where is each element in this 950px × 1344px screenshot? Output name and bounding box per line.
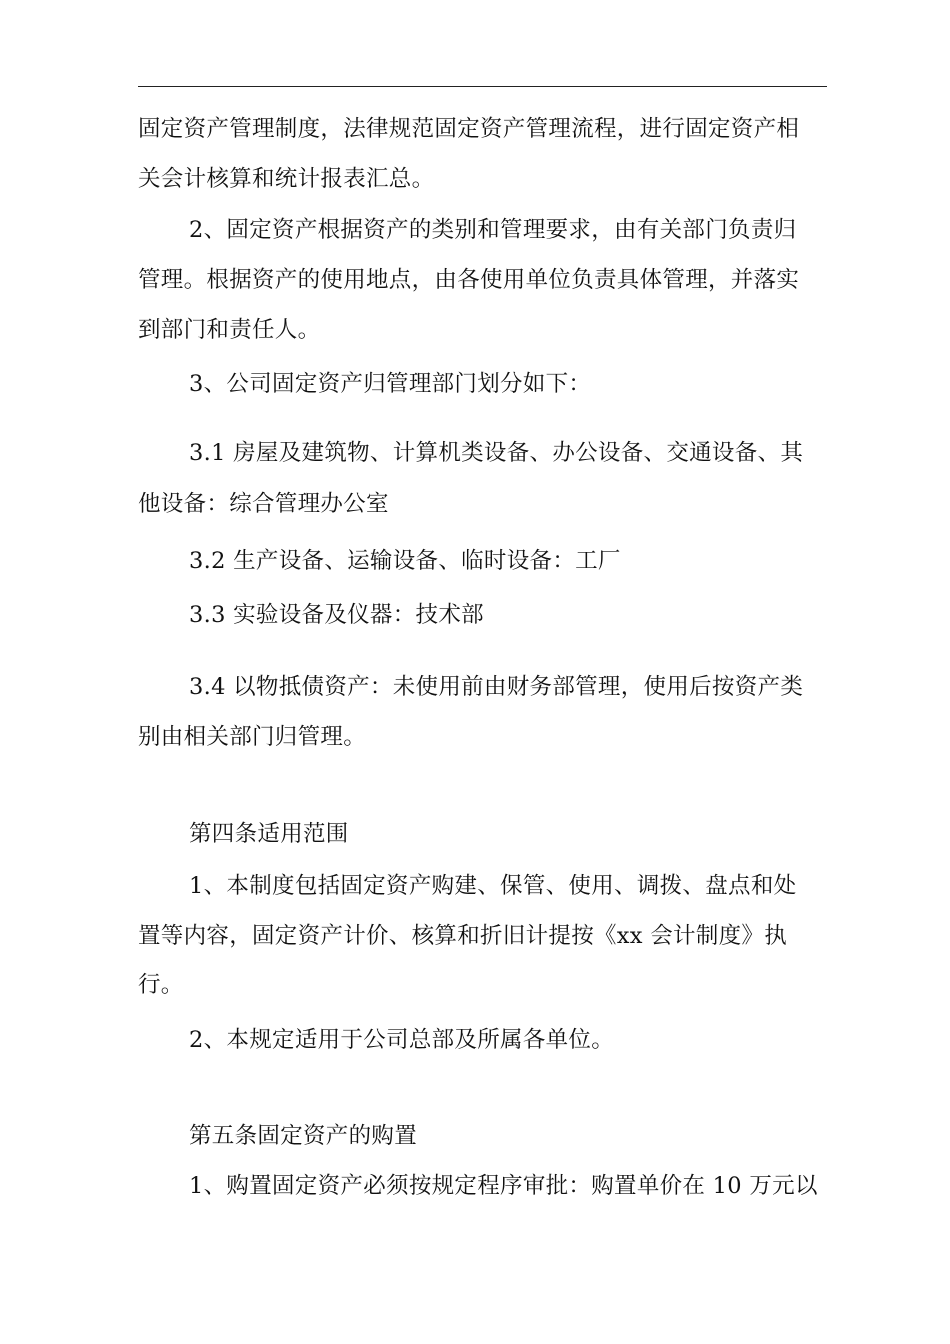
text-line: 到部门和责任人。 — [138, 317, 321, 343]
section-heading: 第四条适用范围 — [189, 821, 349, 847]
text-line: 关会计核算和统计报表汇总。 — [138, 166, 435, 192]
text-line: 3.4 以物抵债资产：未使用前由财务部管理，使用后按资产类 — [189, 674, 804, 700]
header-rule — [138, 86, 827, 87]
text-line: 行。 — [138, 972, 184, 998]
text-line: 2、固定资产根据资产的类别和管理要求，由有关部门负责归 — [189, 217, 797, 243]
text-line: 1、购置固定资产必须按规定程序审批：购置单价在 10 万元以 — [189, 1173, 818, 1199]
text-line: 固定资产管理制度，法律规范固定资产管理流程，进行固定资产相 — [138, 116, 800, 142]
section-heading: 第五条固定资产的购置 — [189, 1123, 418, 1149]
text-line: 1、本制度包括固定资产购建、保管、使用、调拨、盘点和处 — [189, 873, 797, 899]
text-line: 管理。根据资产的使用地点，由各使用单位负责具体管理，并落实 — [138, 267, 800, 293]
text-line: 他设备：综合管理办公室 — [138, 491, 389, 517]
text-line: 3.2 生产设备、运输设备、临时设备：工厂 — [189, 548, 621, 574]
text-line: 置等内容，固定资产计价、核算和折旧计提按《xx 会计制度》执 — [138, 923, 788, 949]
text-line: 别由相关部门归管理。 — [138, 724, 367, 750]
text-line: 3.3 实验设备及仪器：技术部 — [189, 602, 484, 628]
text-line: 3、公司固定资产归管理部门划分如下： — [189, 371, 592, 397]
text-line: 3.1 房屋及建筑物、计算机类设备、办公设备、交通设备、其 — [189, 440, 804, 466]
text-line: 2、本规定适用于公司总部及所属各单位。 — [189, 1027, 615, 1053]
